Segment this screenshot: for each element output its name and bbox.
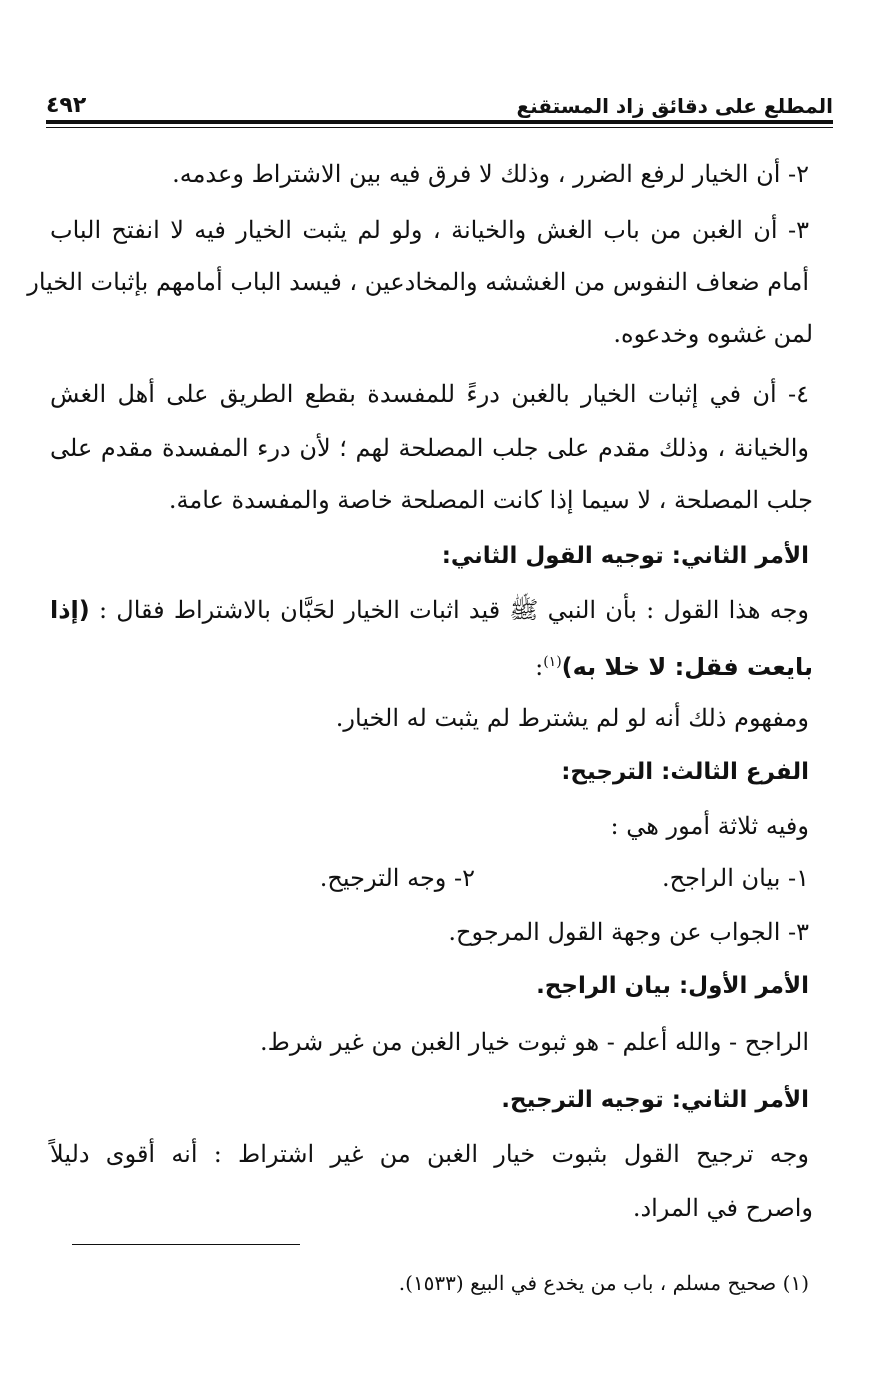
- hadith-quote-start: (إذا: [50, 596, 90, 624]
- running-title: المطلع على دقائق زاد المستقنع: [516, 94, 833, 118]
- text-line: ٣- أن الغبن من باب الغش والخيانة ، ولو لم يثبت الخيار فيه لا انفتح الباب: [50, 216, 809, 244]
- footnote-ref: (١): [543, 654, 562, 670]
- list-item: ٣- الجواب عن وجهة القول المرجوح.: [448, 918, 809, 946]
- text-line: ٤- أن في إثبات الخيار بالغبن درءً للمفسدة بقطع الطريق على أهل الغش: [50, 380, 809, 408]
- page-header: [46, 78, 833, 118]
- list-line: [662, 858, 809, 900]
- hadith-quote: بايعت فقل: لا خلا به): [561, 653, 813, 681]
- text-line: ومفهوم ذلك أنه لو لم يشترط لم يثبت له الخيار.: [335, 704, 809, 732]
- footnote-separator: [72, 1244, 300, 1245]
- section-heading: الأمر الأول: بيان الراجح.: [536, 973, 809, 999]
- text-line: ٢- أن الخيار لرفع الضرر ، وذلك لا فرق فيه بين الاشتراط وعدمه.: [172, 160, 809, 188]
- text-line: الراجح - والله أعلم - هو ثبوت خيار الغبن من غير شرط.: [260, 1028, 809, 1056]
- list-item: ١- بيان الراجح.: [662, 864, 809, 892]
- text-line: وفيه ثلاثة أمور هي :: [610, 812, 809, 840]
- text-line: [50, 590, 809, 632]
- text-line: واصرح في المراد.: [632, 1194, 813, 1222]
- list-item: ٢- وجه الترجيح.: [319, 864, 475, 892]
- page-number: ٤٩٢: [46, 93, 87, 118]
- section-heading: الفرع الثالث: الترجيح:: [561, 759, 809, 785]
- text-line: والخيانة ، وذلك مقدم على جلب المصلحة لهم ؛ لأن درء المفسدة مقدم على: [50, 434, 809, 462]
- section-heading: الأمر الثاني: توجيه القول الثاني:: [441, 543, 809, 569]
- text-line: أمام ضعاف النفوس من الغششه والمخادعين ، فيسد الباب أمامهم بإثبات الخيار: [27, 268, 809, 296]
- text-line: وجه ترجيح القول بثبوت خيار الغبن من غير اشتراط : أنه أقوى دليلاً: [50, 1140, 809, 1168]
- section-heading: الأمر الثاني: توجيه الترجيح.: [501, 1087, 809, 1113]
- header-rule-thick: [46, 120, 833, 124]
- text-line: جلب المصلحة ، لا سيما إذا كانت المصلحة خاصة والمفسدة عامة.: [168, 486, 813, 514]
- text-line: لمن غشوه وخدعوه.: [613, 320, 813, 348]
- text-run: :: [535, 653, 544, 681]
- text-run: وجه هذا القول : بأن النبي ﷺ قيد اثبات الخيار لحَبَّان بالاشتراط فقال :: [89, 596, 809, 624]
- footnote: (١) صحيح مسلم ، باب من يخدع في البيع (١٥٣٣).: [398, 1271, 809, 1295]
- text-line: [535, 642, 813, 684]
- header-rule-thin: [46, 127, 833, 128]
